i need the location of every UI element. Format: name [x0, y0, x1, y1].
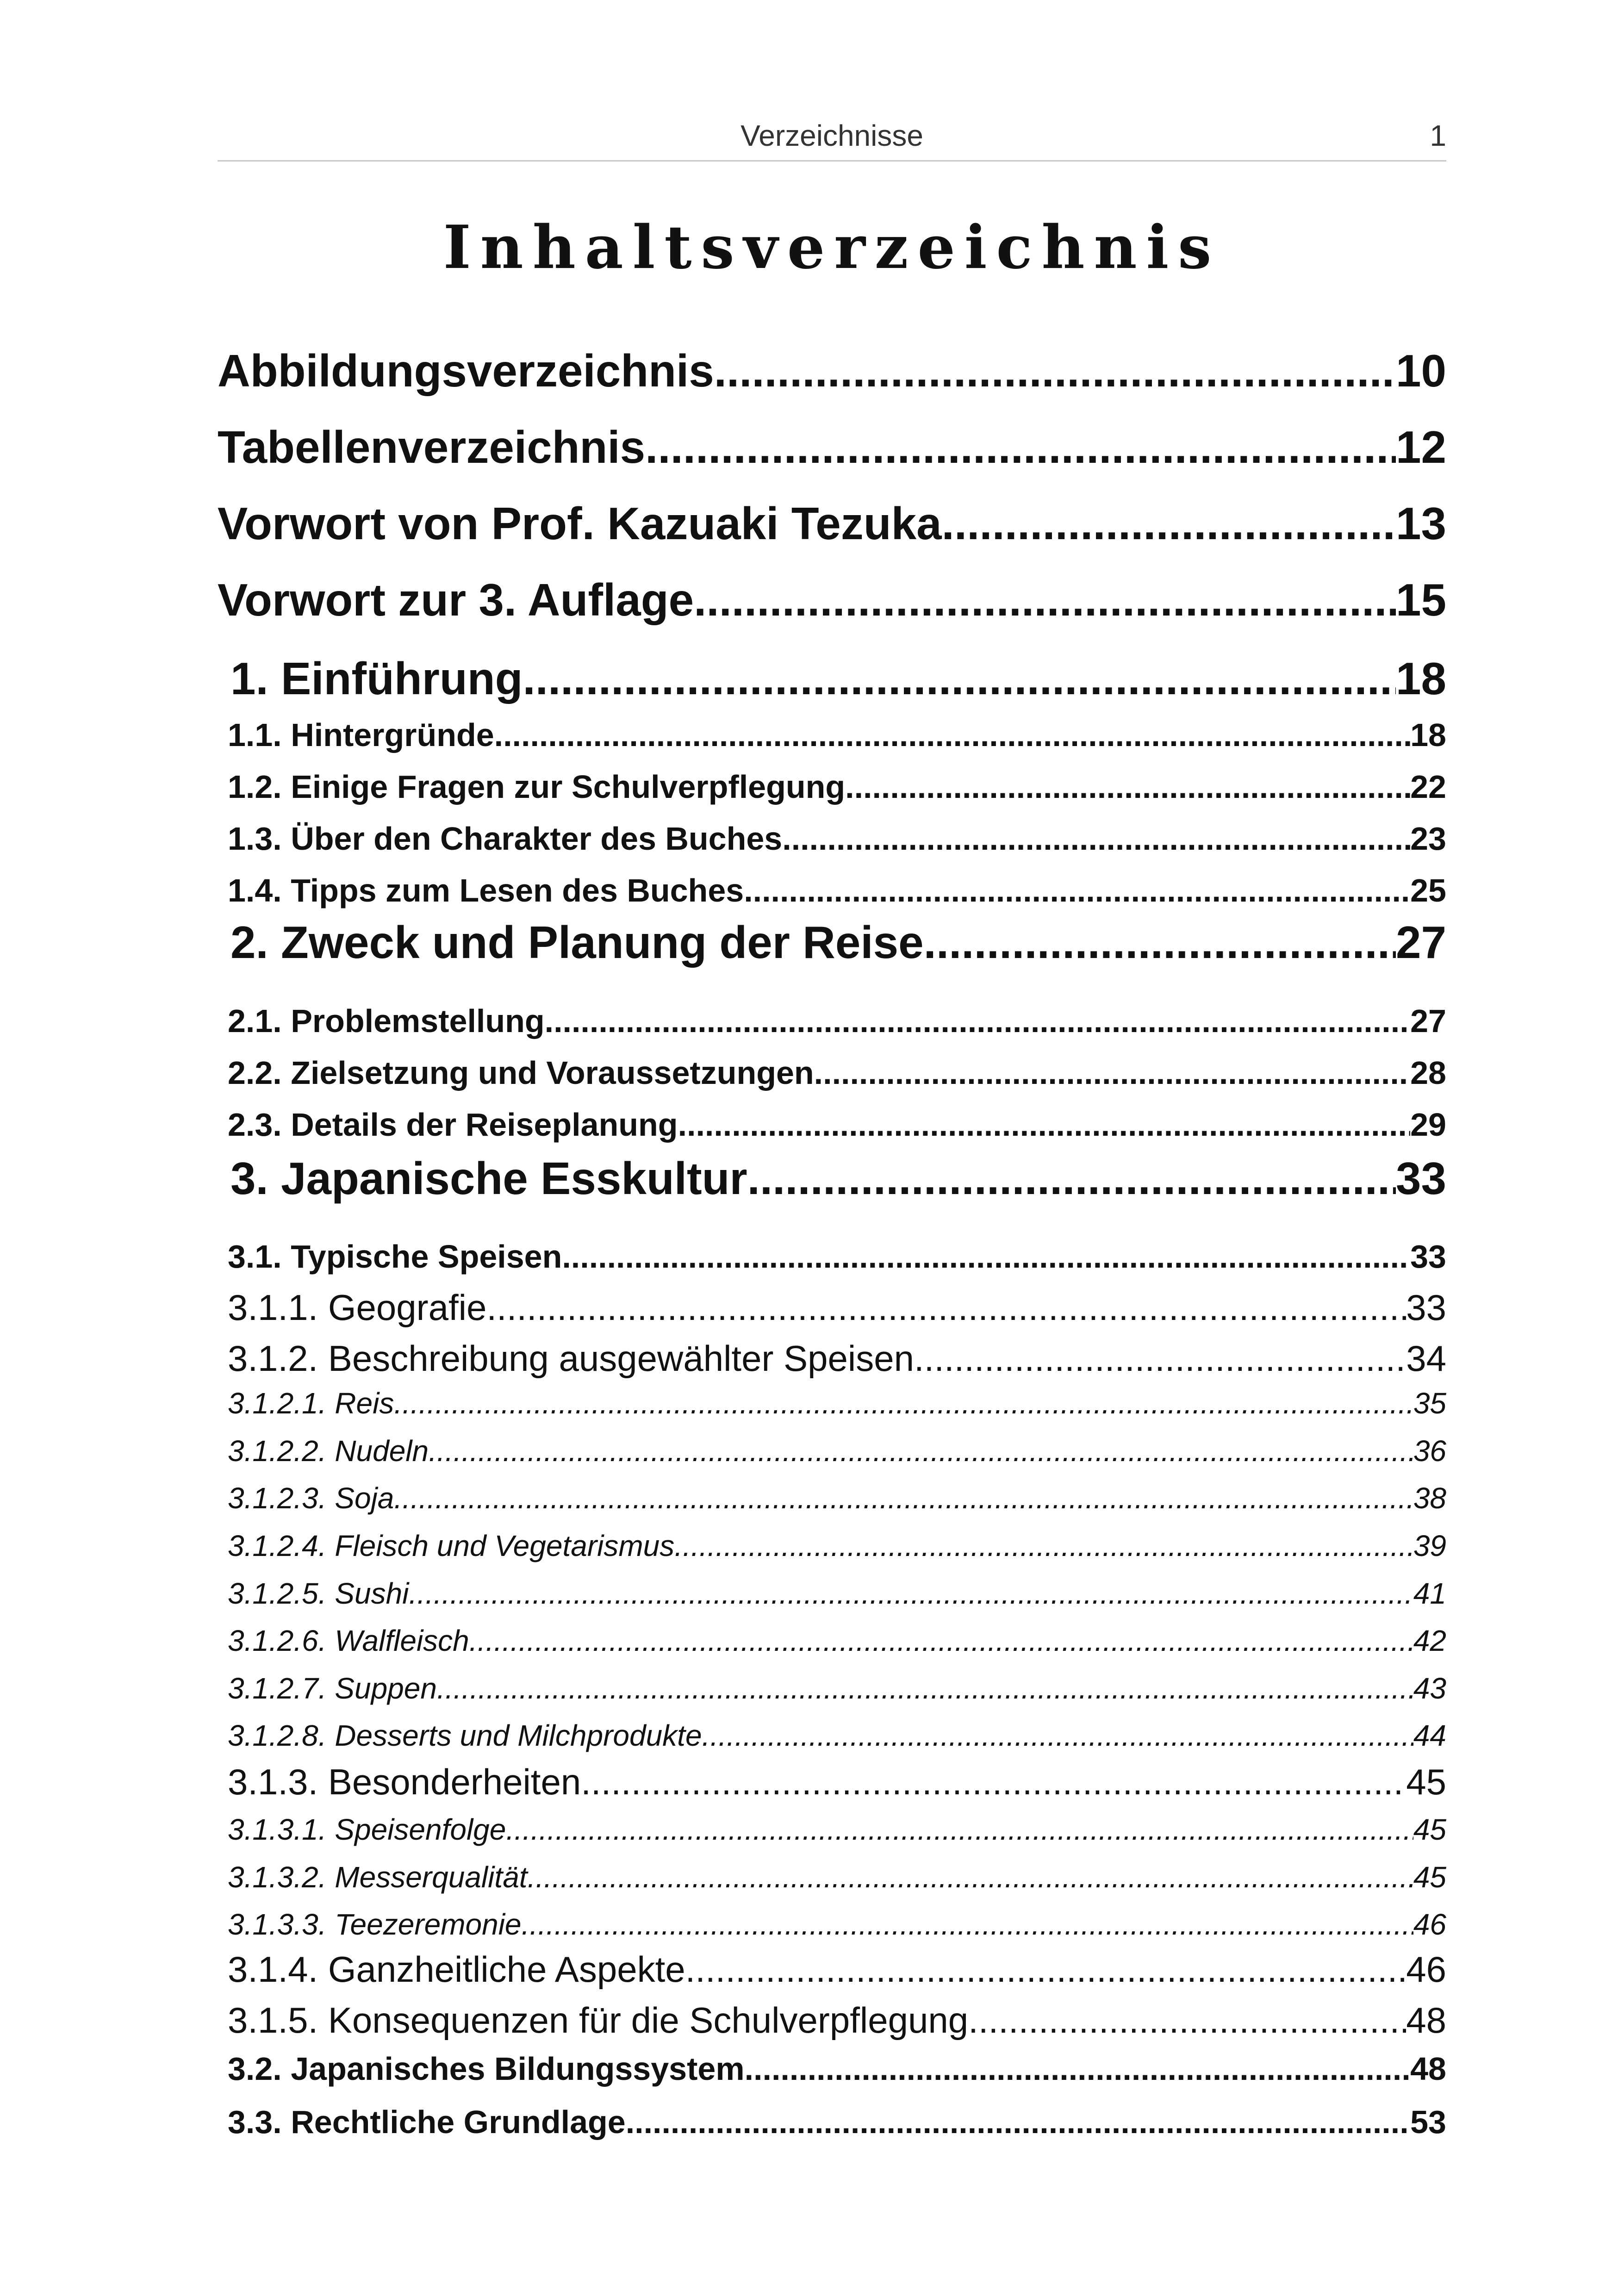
toc-entry[interactable]	[218, 872, 1446, 909]
toc-entry-page-number: 43	[1413, 1672, 1446, 1705]
toc-entry-page-number: 33	[1406, 1287, 1446, 1328]
toc-entry-label: 3.1.2.7. Suppen	[228, 1672, 437, 1705]
dot-leader	[685, 1948, 1406, 1991]
toc-entry-label: 3.1.2.2. Nudeln	[228, 1434, 429, 1468]
toc-entry-label: 3.1.3.2. Messerqualität	[228, 1860, 528, 1894]
toc-entry[interactable]	[218, 1718, 1446, 1753]
toc-entry-page-number: 25	[1410, 872, 1446, 908]
toc-entry-page-number: 13	[1395, 498, 1446, 549]
toc-entry-page-number: 33	[1410, 1238, 1446, 1275]
toc-entry[interactable]	[218, 1386, 1446, 1420]
toc-entry[interactable]	[218, 1481, 1446, 1515]
dot-leader	[924, 916, 1396, 969]
page-title: Inhaltsverzeichnis	[443, 213, 1221, 282]
dot-leader	[545, 1002, 1411, 1039]
toc-entry-label: 3.1.5. Konsequenzen für die Schulverpflegung	[228, 2000, 969, 2041]
running-header	[218, 116, 1446, 162]
toc-entry[interactable]	[218, 768, 1446, 805]
toc-entry-page-number: 45	[1406, 1761, 1446, 1802]
dot-leader	[469, 1624, 1413, 1658]
dot-leader	[394, 1386, 1413, 1420]
toc-entry[interactable]	[218, 345, 1446, 397]
toc-entry-label: Abbildungsverzeichnis	[218, 345, 714, 396]
dot-leader	[744, 872, 1410, 909]
toc-entry[interactable]	[218, 1287, 1446, 1329]
toc-entry[interactable]	[218, 1106, 1446, 1143]
dot-leader	[437, 1671, 1413, 1705]
toc-entry[interactable]	[218, 1576, 1446, 1611]
dot-leader	[814, 1054, 1410, 1091]
dot-leader	[626, 2103, 1410, 2140]
dot-leader	[942, 498, 1396, 550]
toc-entry[interactable]	[218, 498, 1446, 550]
dot-leader	[527, 1860, 1413, 1894]
toc-entry[interactable]	[218, 1860, 1446, 1894]
toc-entry[interactable]	[218, 1002, 1446, 1039]
toc-entry[interactable]	[218, 1434, 1446, 1468]
dot-leader	[409, 1576, 1413, 1611]
toc-entry-page-number: 45	[1413, 1860, 1446, 1894]
toc-entry-label: Tabellenverzeichnis	[218, 422, 646, 473]
dot-leader	[522, 1907, 1413, 1941]
toc-entry-label: 2.1. Problemstellung	[228, 1003, 545, 1039]
dot-leader	[678, 1106, 1411, 1143]
toc-entry-label: 3.1. Typische Speisen	[228, 1238, 562, 1275]
dot-leader	[394, 1481, 1413, 1515]
toc-entry[interactable]	[218, 574, 1446, 626]
toc-entry[interactable]	[218, 916, 1446, 969]
dot-leader	[494, 716, 1410, 753]
toc-entry[interactable]	[218, 1812, 1446, 1847]
toc-entry-label: 1.1. Hintergründe	[228, 717, 494, 753]
toc-entry-label: 2.2. Zielsetzung und Voraussetzungen	[228, 1055, 814, 1091]
toc-entry-page-number: 18	[1395, 653, 1446, 704]
dot-leader	[968, 1999, 1406, 2041]
toc-entry-label: 1.4. Tipps zum Lesen des Buches	[228, 872, 744, 908]
toc-entry-page-number: 12	[1395, 422, 1446, 473]
dot-leader	[702, 1718, 1413, 1753]
toc-entry-page-number: 27	[1395, 917, 1446, 968]
toc-entry[interactable]	[218, 421, 1446, 473]
toc-entry-label: Vorwort von Prof. Kazuaki Tezuka	[218, 498, 942, 549]
toc-entry[interactable]	[218, 2050, 1446, 2087]
toc-entry-page-number: 38	[1413, 1481, 1446, 1515]
dot-leader	[523, 653, 1396, 705]
page-number: 1	[1430, 119, 1446, 152]
toc-entry[interactable]	[218, 1999, 1446, 2041]
toc-entry-page-number: 53	[1410, 2104, 1446, 2140]
dot-leader	[562, 1238, 1410, 1275]
toc-entry[interactable]	[218, 1761, 1446, 1803]
dot-leader	[674, 1529, 1413, 1563]
toc-entry-label: 3.1.2.3. Soja	[228, 1481, 394, 1515]
dot-leader	[486, 1287, 1406, 1329]
toc-entry-page-number: 39	[1413, 1529, 1446, 1562]
toc-entry-page-number: 33	[1395, 1153, 1446, 1204]
toc-entry-label: 3.1.2.8. Desserts und Milchprodukte	[228, 1719, 702, 1752]
toc-entry[interactable]	[218, 1948, 1446, 1991]
toc-entry-label: 3.1.2.4. Fleisch und Vegetarismus	[228, 1529, 675, 1562]
toc-entry[interactable]	[218, 716, 1446, 753]
toc-entry-page-number: 46	[1406, 1949, 1446, 1990]
toc-entry-label: 3.1.4. Ganzheitliche Aspekte	[228, 1949, 685, 1990]
toc-entry[interactable]	[218, 2103, 1446, 2140]
toc-entry[interactable]	[218, 1338, 1446, 1380]
toc-entry-page-number: 44	[1413, 1719, 1446, 1752]
toc-entry-label: 3.2. Japanisches Bildungssystem	[228, 2051, 745, 2087]
toc-entry-page-number: 28	[1410, 1055, 1446, 1091]
toc-entry-page-number: 41	[1413, 1577, 1446, 1610]
toc-entry-page-number: 35	[1413, 1387, 1446, 1420]
toc-entry[interactable]	[218, 1624, 1446, 1658]
toc-entry-label: 3.3. Rechtliche Grundlage	[228, 2104, 626, 2140]
dot-leader	[845, 768, 1410, 805]
toc-entry-page-number: 22	[1410, 769, 1446, 805]
dot-leader	[581, 1761, 1406, 1803]
toc-entry-page-number: 27	[1410, 1003, 1446, 1039]
toc-entry[interactable]	[218, 1529, 1446, 1563]
dot-leader	[782, 820, 1410, 857]
toc-entry-page-number: 48	[1410, 2051, 1446, 2087]
toc-entry-label: 3.1.2.6. Walfleisch	[228, 1624, 469, 1657]
dot-leader	[645, 421, 1396, 473]
toc-entry-page-number: 34	[1406, 1338, 1446, 1379]
toc-entry-page-number: 46	[1413, 1908, 1446, 1941]
toc-entry-page-number: 48	[1406, 2000, 1446, 2041]
dot-leader	[694, 574, 1396, 626]
dot-leader	[747, 1152, 1396, 1205]
toc-entry-page-number: 10	[1395, 345, 1446, 396]
running-title: Verzeichnisse	[741, 119, 923, 152]
toc-entry[interactable]	[218, 1152, 1446, 1205]
toc-entry-page-number: 18	[1410, 717, 1446, 753]
toc-entry[interactable]	[218, 1907, 1446, 1941]
toc-entry-label: 3.1.3. Besonderheiten	[228, 1761, 581, 1802]
toc-entry-label: 1.2. Einige Fragen zur Schulverpflegung	[228, 769, 846, 805]
toc-entry-label: 2.3. Details der Reiseplanung	[228, 1107, 678, 1143]
dot-leader	[429, 1434, 1413, 1468]
toc-entry-page-number: 36	[1413, 1434, 1446, 1468]
toc-entry-label: 3.1.2.1. Reis	[228, 1387, 394, 1420]
dot-leader	[714, 345, 1396, 397]
toc-entry-label: 1.3. Über den Charakter des Buches	[228, 821, 783, 857]
toc-entry-label: 3.1.3.3. Teezeremonie	[228, 1908, 522, 1941]
toc-entry[interactable]	[218, 1054, 1446, 1091]
toc-entry-page-number: 23	[1410, 821, 1446, 857]
toc-entry-label: Vorwort zur 3. Auflage	[218, 574, 694, 625]
toc-entry-label: 2. Zweck und Planung der Reise	[230, 917, 924, 968]
dot-leader	[914, 1338, 1406, 1380]
toc-entry-label: 3.1.2. Beschreibung ausgewählter Speisen	[228, 1338, 914, 1379]
toc-entry[interactable]	[218, 1671, 1446, 1705]
toc-entry[interactable]	[218, 1238, 1446, 1275]
toc-entry[interactable]	[218, 653, 1446, 705]
toc-entry-label: 1. Einführung	[230, 653, 523, 704]
dot-leader	[506, 1812, 1413, 1847]
toc-entry-page-number: 15	[1395, 574, 1446, 625]
toc-entry-label: 3.1.3.1. Speisenfolge	[228, 1813, 506, 1846]
toc-entry-label: 3. Japanische Esskultur	[230, 1153, 747, 1204]
dot-leader	[745, 2050, 1411, 2087]
toc-entry-label: 3.1.2.5. Sushi	[228, 1577, 409, 1610]
toc-entry[interactable]	[218, 820, 1446, 857]
toc-entry-page-number: 29	[1410, 1107, 1446, 1143]
toc-entry-page-number: 45	[1413, 1813, 1446, 1846]
toc-entry-label: 3.1.1. Geografie	[228, 1287, 487, 1328]
toc-entry-page-number: 42	[1413, 1624, 1446, 1657]
